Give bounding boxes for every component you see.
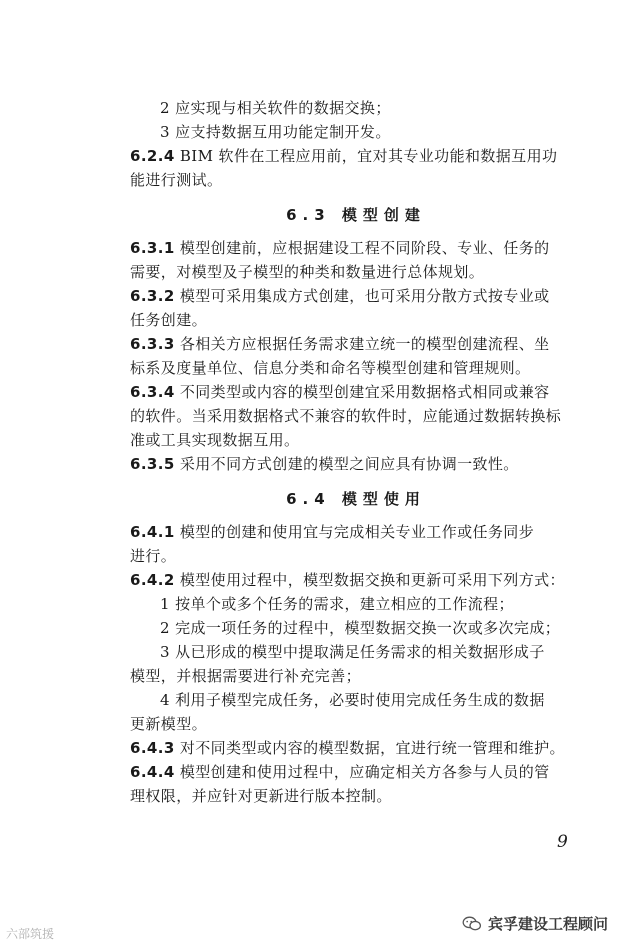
clause-text: 各相关方应根据任务需求建立统一的模型创建流程、坐 — [174, 335, 550, 353]
clause-line — [130, 332, 582, 356]
watermark-left — [6, 925, 54, 942]
section-6-4-body — [130, 520, 582, 808]
clause-number: 6.4.2 — [130, 571, 175, 589]
clause-text: 的软件。当采用数据格式不兼容的软件时，应能通过数据转换标 — [130, 407, 562, 425]
clause-line — [130, 736, 582, 760]
clause-line — [130, 144, 582, 168]
clause-number: 6.3.4 — [130, 383, 175, 401]
clause-text: 模型创建前，应根据建设工程不同阶段、专业、任务的 — [174, 239, 550, 257]
text-line — [130, 260, 582, 284]
clause-text: 能进行测试。 — [130, 171, 223, 189]
text-line — [130, 404, 582, 428]
clause-text: 4 利用子模型完成任务，必要时使用完成任务生成的数据 — [160, 691, 545, 709]
page-content — [130, 96, 582, 808]
text-line — [130, 592, 582, 616]
clause-text: BIM 软件在工程应用前，宜对其专业功能和数据互用功 — [174, 147, 558, 165]
clause-text: 对不同类型或内容的模型数据，宜进行统一管理和维护。 — [174, 739, 565, 757]
clause-text: 模型可采用集成方式创建，也可采用分散方式按专业或 — [174, 287, 550, 305]
text-line — [130, 544, 582, 568]
section-heading-6-3: 6.3 模型创建 — [286, 206, 426, 224]
section-6-3-body — [130, 236, 582, 476]
text-line — [130, 168, 582, 192]
clause-text: 3 应支持数据互用功能定制开发。 — [160, 123, 391, 141]
clause-line — [130, 380, 582, 404]
text-line — [130, 120, 582, 144]
section-heading-6-4: 6.4 模型使用 — [286, 490, 426, 508]
clause-number: 6.4.3 — [130, 739, 175, 757]
page-number: 9 — [557, 832, 568, 852]
clause-text: 更新模型。 — [130, 715, 208, 733]
clause-number: 6.4.1 — [130, 523, 175, 541]
clause-text: 模型的创建和使用宜与完成相关专业工作或任务同步 — [174, 523, 535, 541]
clause-line — [130, 760, 582, 784]
clause-text: 需要，对模型及子模型的种类和数量进行总体规划。 — [130, 263, 485, 281]
clause-text: 模型，并根据需要进行补充完善； — [130, 667, 362, 685]
text-line — [130, 664, 582, 688]
clause-number: 6.3.3 — [130, 335, 175, 353]
clause-text: 1 按单个或多个任务的需求，建立相应的工作流程； — [160, 595, 514, 613]
clause-number: 6.2.4 — [130, 147, 175, 165]
clause-text: 2 应实现与相关软件的数据交换； — [160, 99, 391, 117]
clause-text: 模型创建和使用过程中，应确定相关方各参与人员的管 — [174, 763, 550, 781]
clause-text: 准或工具实现数据互用。 — [130, 431, 300, 449]
preceding-clauses — [130, 96, 582, 192]
clause-text: 2 完成一项任务的过程中，模型数据交换一次或多次完成； — [160, 619, 561, 637]
wechat-icon — [462, 916, 482, 932]
clause-text: 不同类型或内容的模型创建宜采用数据格式相同或兼容 — [174, 383, 550, 401]
clause-line — [130, 236, 582, 260]
watermark-right-text: 宾孚建设工程顾问 — [488, 915, 609, 933]
clause-text: 进行。 — [130, 547, 177, 565]
clause-text: 任务创建。 — [130, 311, 208, 329]
clause-text: 标系及度量单位、信息分类和命名等模型创建和管理规则。 — [130, 359, 531, 377]
clause-line — [130, 520, 582, 544]
clause-text: 采用不同方式创建的模型之间应具有协调一致性。 — [174, 455, 519, 473]
clause-number: 6.3.1 — [130, 239, 175, 257]
clause-text: 3 从已形成的模型中提取满足任务需求的相关数据形成子 — [160, 643, 545, 661]
text-line — [130, 640, 582, 664]
text-line — [130, 428, 582, 452]
clause-text: 模型使用过程中，模型数据交换和更新可采用下列方式： — [174, 571, 565, 589]
text-line — [130, 712, 582, 736]
clause-number: 6.3.2 — [130, 287, 175, 305]
watermark-left-text: 六部筑援 — [6, 927, 55, 941]
text-line — [130, 616, 582, 640]
clause-line — [130, 284, 582, 308]
watermark-right — [462, 913, 608, 934]
text-line — [130, 308, 582, 332]
clause-number: 6.4.4 — [130, 763, 175, 781]
clause-number: 6.3.5 — [130, 455, 175, 473]
text-line — [130, 784, 582, 808]
text-line — [130, 688, 582, 712]
clause-line — [130, 568, 582, 592]
text-line — [130, 96, 582, 120]
text-line — [130, 356, 582, 380]
clause-line — [130, 452, 582, 476]
clause-text: 理权限，并应针对更新进行版本控制。 — [130, 787, 392, 805]
